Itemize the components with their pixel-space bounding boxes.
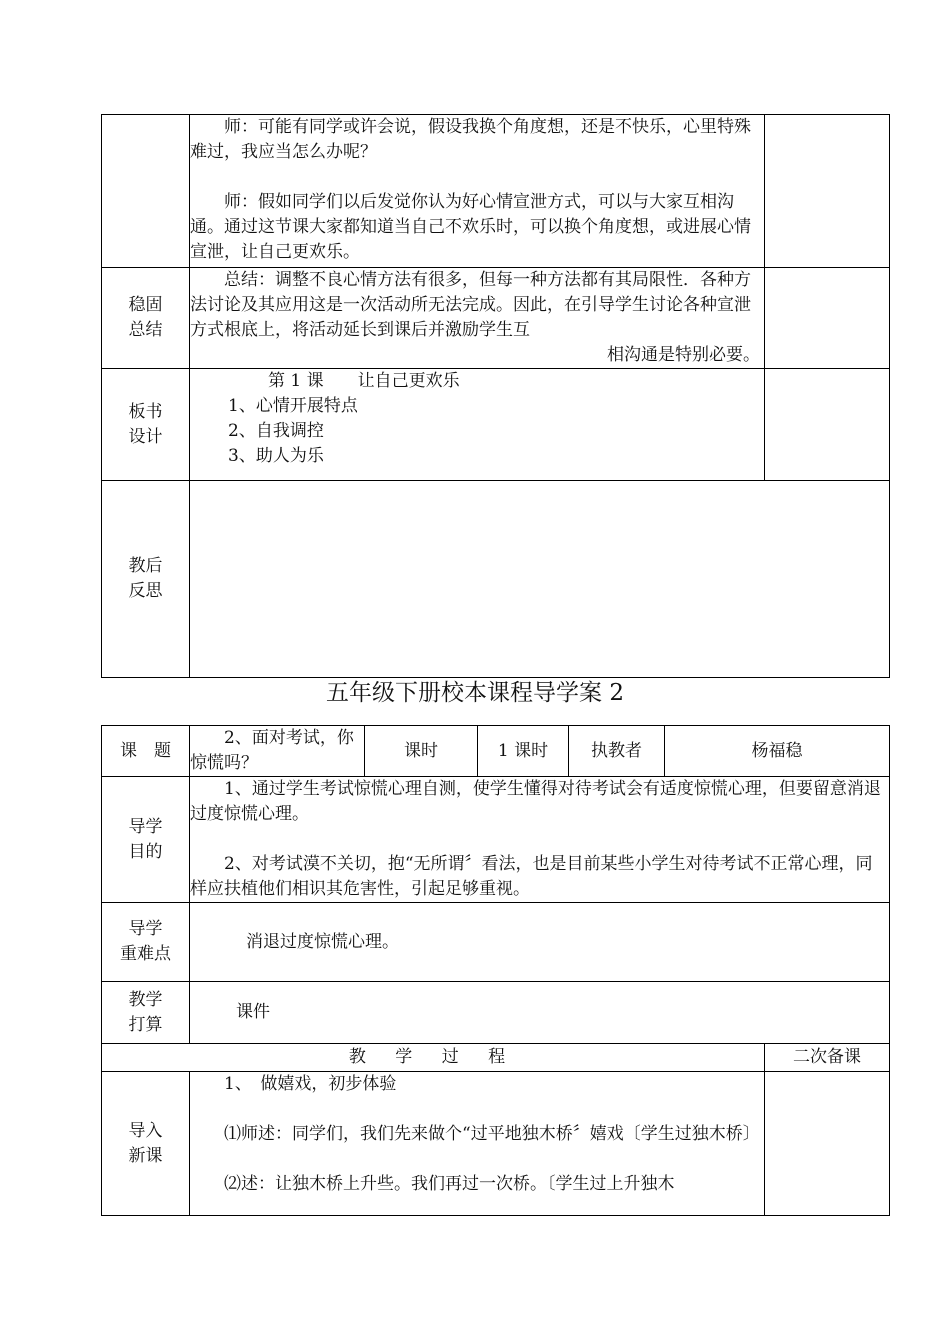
label-line: 教后 — [128, 556, 163, 576]
label-line: 新课 — [128, 1145, 163, 1166]
paragraph: 相沟通是特别必要。 — [607, 345, 760, 365]
notes-cell — [765, 369, 890, 481]
label-line: 稳固 — [128, 295, 163, 315]
lesson-table-1 — [101, 114, 890, 678]
topic-label: 课 题 — [102, 726, 190, 777]
lesson-table-2 — [101, 725, 890, 1216]
content-cell — [190, 268, 765, 369]
hours-label: 课时 — [365, 726, 478, 777]
notes-cell — [765, 115, 890, 268]
label-line: 总结 — [128, 320, 163, 340]
paragraph: 1、通过学生考试惊慌心理自测，使学生懂得对待考试会有适度惊慌心理，但要留意消退过度惊慌心理。 — [190, 779, 881, 824]
board-item: 3、助人为乐 — [228, 446, 324, 466]
paragraph: 1、 做嬉戏，初步体验 — [224, 1074, 397, 1094]
row-label-goals — [102, 777, 190, 903]
hours-value: 1 课时 — [478, 726, 569, 777]
row-label-empty — [102, 115, 190, 268]
table-row — [102, 903, 890, 982]
board-item: 1、心情开展特点 — [228, 396, 358, 416]
content-cell — [190, 1072, 765, 1216]
row-label-summary — [102, 268, 190, 369]
label-line: 目的 — [128, 841, 163, 862]
label-line: 导入 — [128, 1120, 163, 1141]
table-row — [102, 369, 890, 481]
label-line: 教学 — [128, 989, 163, 1010]
paragraph: 2、对考试漠不关切，抱“无所谓〞看法，也是目前某些小学生对待考试不正常心理，同样应扶植他们相识其危害性，引起足够重视。 — [190, 854, 873, 899]
topic-value: 2、面对考试，你惊慌吗？ — [190, 726, 365, 777]
label-line: 导学 — [128, 919, 163, 939]
paragraph: 师：可能有同学或许会说，假设我换个角度想，还是不快乐，心里特殊难过，我应当怎么办呢？ — [190, 117, 751, 162]
table-row — [102, 1044, 890, 1072]
process-header: 教 学 过 程 — [102, 1044, 765, 1072]
board-item: 2、自我调控 — [228, 421, 324, 441]
label-line: 重难点 — [120, 944, 171, 964]
row-label-board — [102, 369, 190, 481]
content-cell — [190, 369, 765, 481]
page-title: 五年级下册校本课程导学案 2 — [326, 680, 624, 706]
notes-cell — [765, 268, 890, 369]
plan-text: 课件 — [190, 982, 890, 1044]
label-line: 导学 — [128, 816, 163, 837]
table-row — [102, 777, 890, 903]
table-row — [102, 268, 890, 369]
label-line: 设计 — [128, 426, 163, 447]
board-heading: 第 1 课 让自己更欢乐 — [268, 371, 460, 391]
table-row — [102, 982, 890, 1044]
table-row — [102, 1072, 890, 1216]
second-prep-header: 二次备课 — [765, 1044, 890, 1072]
teacher-name: 杨福稳 — [665, 726, 890, 777]
table-row — [102, 726, 890, 777]
reflection-cell — [190, 481, 890, 678]
label-line: 打算 — [128, 1014, 163, 1035]
label-line: 反思 — [128, 581, 163, 601]
row-label-reflection — [102, 481, 190, 678]
row-label-plan — [102, 982, 190, 1044]
table-row — [102, 115, 890, 268]
content-cell — [190, 115, 765, 268]
row-label-intro — [102, 1072, 190, 1216]
difficulty-text: 消退过度惊慌心理。 — [190, 903, 890, 982]
paragraph: 师：假如同学们以后发觉你认为好心情宣泄方式，可以与大家互相沟通。通过这节课大家都知道当自己不欢乐时，可以换个角度想，或进展心情宣泄，让自己更欢乐。 — [190, 192, 751, 262]
paragraph: 总结：调整不良心情方法有很多，但每一种方法都有其局限性．各种方法讨论及其应用这是一次活动所无法完成。因此，在引导学生讨论各种宣泄方式根底上，将活动延长到课后并激励学生互 — [190, 270, 751, 340]
paragraph: ⑵述：让独木桥上升些。我们再过一次桥。〔学生过上升独木 — [224, 1174, 675, 1194]
content-cell — [190, 777, 890, 903]
table-row — [102, 481, 890, 678]
paragraph: ⑴师述：同学们，我们先来做个“过平地独木桥〞嬉戏〔学生过独木桥〕 — [224, 1124, 760, 1144]
notes-cell — [765, 1072, 890, 1216]
teacher-label: 执教者 — [569, 726, 665, 777]
row-label-difficulty — [102, 903, 190, 982]
label-line: 板书 — [128, 401, 163, 422]
